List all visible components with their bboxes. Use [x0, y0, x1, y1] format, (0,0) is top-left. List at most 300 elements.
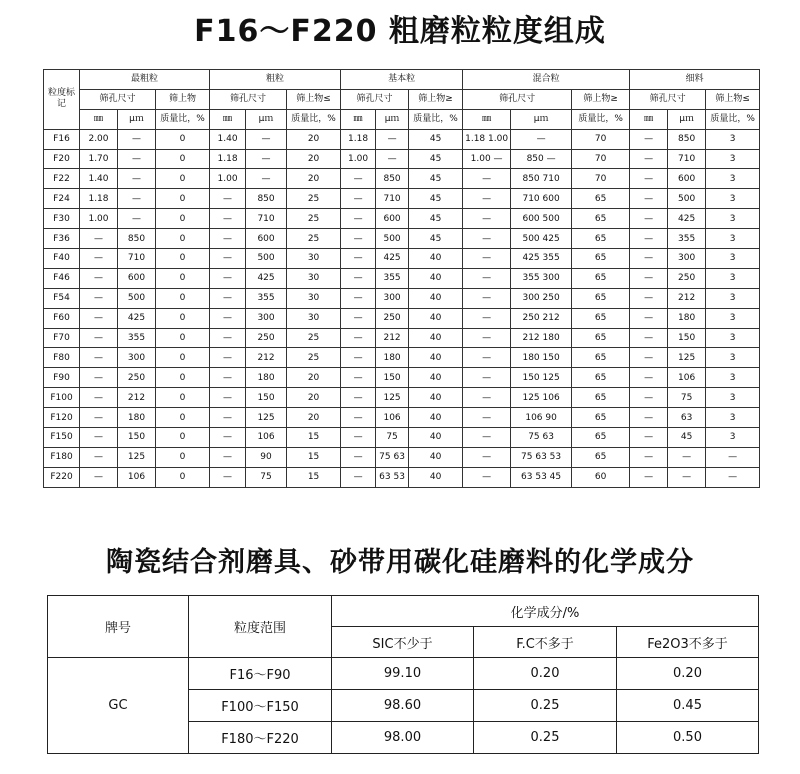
grain-mark-header: 粒度标记 [44, 70, 80, 130]
value-cell: 850 [118, 229, 156, 249]
value-cell: 600 [668, 169, 706, 189]
value-cell: 40 [409, 328, 463, 348]
sieve-size-header: 筛孔尺寸 [341, 89, 409, 109]
value-cell: — [630, 229, 668, 249]
value-cell: 3 [706, 408, 760, 428]
value-cell: 40 [409, 249, 463, 269]
value-cell: 0 [156, 268, 210, 288]
table-row [44, 348, 760, 368]
value-cell: — [341, 408, 376, 428]
value-cell: — [210, 308, 246, 328]
value-cell: — [630, 129, 668, 149]
chem-col-header: Fe2O3不多于 [617, 627, 759, 658]
value-cell: — [210, 328, 246, 348]
value-cell: 500 [376, 229, 409, 249]
value-cell: — [341, 348, 376, 368]
value-cell: 106 [668, 368, 706, 388]
group-header: 粗粒 [210, 70, 341, 90]
unit-header: μｍ [246, 109, 287, 129]
grain-mark-cell: F60 [44, 308, 80, 328]
value-cell: 3 [706, 388, 760, 408]
grain-mark-cell: F46 [44, 268, 80, 288]
value-cell: 1.18 [210, 149, 246, 169]
value-cell: — [376, 129, 409, 149]
table-row [44, 308, 760, 328]
value-cell: 75 [376, 428, 409, 448]
value-cell: 1.70 [80, 149, 118, 169]
value-cell: 65 [572, 388, 630, 408]
value-cell: — [80, 447, 118, 467]
value-cell: 0.45 [617, 690, 759, 722]
value-cell: 300 250 [511, 288, 572, 308]
value-cell: 355 [668, 229, 706, 249]
value-cell: 20 [287, 408, 341, 428]
grain-size-table [43, 69, 760, 488]
value-cell: 0 [156, 288, 210, 308]
value-cell: 425 [376, 249, 409, 269]
value-cell: — [463, 308, 511, 328]
value-cell: — [341, 249, 376, 269]
value-cell: — [210, 288, 246, 308]
value-cell: 65 [572, 348, 630, 368]
value-cell: 20 [287, 169, 341, 189]
value-cell: — [210, 467, 246, 487]
value-cell: 0.50 [617, 722, 759, 754]
value-cell: — [630, 368, 668, 388]
value-cell: 40 [409, 268, 463, 288]
value-cell: 300 [246, 308, 287, 328]
table-row [44, 288, 760, 308]
value-cell: — [668, 467, 706, 487]
value-cell: 212 [246, 348, 287, 368]
value-cell: 150 [376, 368, 409, 388]
value-cell: 75 63 [376, 447, 409, 467]
value-cell: — [246, 169, 287, 189]
value-cell: — [80, 268, 118, 288]
brand-header: 牌号 [48, 596, 189, 658]
value-cell: 212 [118, 388, 156, 408]
value-cell: 500 [668, 189, 706, 209]
section-title: 陶瓷结合剂磨具、砂带用碳化硅磨料的化学成分 [106, 547, 694, 578]
group-header: 基本粒 [341, 70, 463, 90]
grain-mark-cell: F20 [44, 149, 80, 169]
value-cell: 65 [572, 368, 630, 388]
value-cell: 180 [118, 408, 156, 428]
value-cell: 1.18 1.00 [463, 129, 511, 149]
value-cell: 3 [706, 308, 760, 328]
value-cell: — [210, 447, 246, 467]
value-cell: 1.40 [80, 169, 118, 189]
value-cell: — [668, 447, 706, 467]
value-cell: 1.00 [341, 149, 376, 169]
value-cell: 65 [572, 189, 630, 209]
value-cell: 0 [156, 428, 210, 448]
value-cell: 25 [287, 189, 341, 209]
value-cell: 425 [118, 308, 156, 328]
value-cell: — [210, 428, 246, 448]
value-cell: 40 [409, 447, 463, 467]
value-cell: 106 90 [511, 408, 572, 428]
value-cell: 20 [287, 129, 341, 149]
value-cell: 0 [156, 328, 210, 348]
value-cell: — [630, 447, 668, 467]
value-cell: 150 [118, 428, 156, 448]
value-cell: 500 [118, 288, 156, 308]
value-cell: — [246, 129, 287, 149]
unit-header: μｍ [118, 109, 156, 129]
value-cell: 15 [287, 467, 341, 487]
value-cell: 0 [156, 209, 210, 229]
value-cell: 65 [572, 288, 630, 308]
value-cell: 3 [706, 328, 760, 348]
value-cell: 40 [409, 428, 463, 448]
value-cell: 710 [668, 149, 706, 169]
value-cell: 0 [156, 388, 210, 408]
value-cell: — [463, 189, 511, 209]
value-cell: — [341, 428, 376, 448]
value-cell: — [376, 149, 409, 169]
value-cell: — [463, 447, 511, 467]
value-cell: 850 [246, 189, 287, 209]
oversize-header: 筛上物 [156, 89, 210, 109]
value-cell: 1.18 [341, 129, 376, 149]
table-row [44, 209, 760, 229]
value-cell: — [341, 308, 376, 328]
value-cell: 0.25 [474, 690, 617, 722]
value-cell: 3 [706, 149, 760, 169]
value-cell: — [341, 169, 376, 189]
unit-header: 质量比，% [156, 109, 210, 129]
value-cell: 99.10 [332, 658, 474, 690]
value-cell: — [630, 209, 668, 229]
value-cell: — [341, 189, 376, 209]
value-cell: 70 [572, 169, 630, 189]
value-cell: 70 [572, 149, 630, 169]
value-cell: — [210, 189, 246, 209]
value-cell: — [341, 288, 376, 308]
value-cell: 15 [287, 447, 341, 467]
value-cell: 40 [409, 467, 463, 487]
value-cell: 850 [668, 129, 706, 149]
sieve-size-header: 筛孔尺寸 [630, 89, 706, 109]
value-cell: 180 150 [511, 348, 572, 368]
value-cell: 25 [287, 328, 341, 348]
value-cell: — [80, 428, 118, 448]
value-cell: 250 212 [511, 308, 572, 328]
value-cell: — [210, 249, 246, 269]
value-cell: 600 500 [511, 209, 572, 229]
value-cell: — [80, 467, 118, 487]
value-cell: 40 [409, 408, 463, 428]
grain-mark-cell: F180 [44, 447, 80, 467]
value-cell: 45 [409, 209, 463, 229]
value-cell: — [210, 388, 246, 408]
group-header: 最粗粒 [80, 70, 210, 90]
value-cell: — [630, 308, 668, 328]
value-cell: 710 [246, 209, 287, 229]
value-cell: 20 [287, 368, 341, 388]
value-cell: 1.00 [80, 209, 118, 229]
value-cell: — [463, 288, 511, 308]
value-cell: — [341, 388, 376, 408]
oversize-header: 筛上物≥ [409, 89, 463, 109]
value-cell: — [118, 169, 156, 189]
value-cell: 25 [287, 229, 341, 249]
value-cell: 3 [706, 129, 760, 149]
value-cell: 30 [287, 249, 341, 269]
value-cell: 40 [409, 348, 463, 368]
value-cell: 98.60 [332, 690, 474, 722]
value-cell: 20 [287, 149, 341, 169]
value-cell: 65 [572, 209, 630, 229]
value-cell: 63 53 [376, 467, 409, 487]
value-cell: 1.18 [80, 189, 118, 209]
value-cell: — [80, 308, 118, 328]
value-cell: — [463, 328, 511, 348]
value-cell: — [630, 408, 668, 428]
value-cell: — [463, 169, 511, 189]
value-cell: 1.40 [210, 129, 246, 149]
value-cell: 45 [668, 428, 706, 448]
value-cell: 250 [246, 328, 287, 348]
table-row [44, 447, 760, 467]
value-cell: — [511, 129, 572, 149]
value-cell: 75 63 [511, 428, 572, 448]
value-cell: 180 [668, 308, 706, 328]
value-cell: — [80, 408, 118, 428]
value-cell: — [341, 328, 376, 348]
value-cell: 106 [376, 408, 409, 428]
value-cell: 40 [409, 288, 463, 308]
value-cell: 60 [572, 467, 630, 487]
value-cell: 65 [572, 229, 630, 249]
value-cell: 850 [376, 169, 409, 189]
value-cell: 98.00 [332, 722, 474, 754]
value-cell: 25 [287, 209, 341, 229]
value-cell: — [630, 189, 668, 209]
value-cell: 0.20 [617, 658, 759, 690]
value-cell: — [210, 368, 246, 388]
value-cell: 355 [118, 328, 156, 348]
value-cell: — [341, 467, 376, 487]
value-cell: — [210, 408, 246, 428]
value-cell: 45 [409, 149, 463, 169]
value-cell: 0 [156, 308, 210, 328]
value-cell: 0 [156, 368, 210, 388]
table-row [44, 428, 760, 448]
value-cell: 0 [156, 189, 210, 209]
grain-mark-cell: F22 [44, 169, 80, 189]
value-cell: — [80, 229, 118, 249]
value-cell: 300 [668, 249, 706, 269]
value-cell: 63 [668, 408, 706, 428]
value-cell: 65 [572, 408, 630, 428]
value-cell: — [80, 388, 118, 408]
value-cell: — [341, 447, 376, 467]
oversize-header: 筛上物≤ [287, 89, 341, 109]
value-cell: 65 [572, 308, 630, 328]
value-cell: 425 [246, 268, 287, 288]
value-cell: 63 53 45 [511, 467, 572, 487]
value-cell: — [341, 368, 376, 388]
value-cell: 3 [706, 209, 760, 229]
oversize-header: 筛上物≤ [706, 89, 760, 109]
value-cell: 710 [118, 249, 156, 269]
unit-header: ㎜ [463, 109, 511, 129]
value-cell: 1.00 [210, 169, 246, 189]
value-cell: 250 [118, 368, 156, 388]
value-cell: 500 425 [511, 229, 572, 249]
grain-mark-cell: F54 [44, 288, 80, 308]
value-cell: 75 [668, 388, 706, 408]
value-cell: 70 [572, 129, 630, 149]
grain-mark-cell: F80 [44, 348, 80, 368]
unit-header: ㎜ [80, 109, 118, 129]
value-cell: — [80, 288, 118, 308]
value-cell: 40 [409, 368, 463, 388]
value-cell: 125 [118, 447, 156, 467]
table-row [44, 169, 760, 189]
value-cell: — [341, 268, 376, 288]
value-cell: — [463, 408, 511, 428]
value-cell: — [118, 149, 156, 169]
range-cell: F16～F90 [189, 658, 332, 690]
unit-header: 质量比，% [572, 109, 630, 129]
value-cell: 0.25 [474, 722, 617, 754]
value-cell: 75 63 53 [511, 447, 572, 467]
unit-header: μｍ [376, 109, 409, 129]
value-cell: 75 [246, 467, 287, 487]
value-cell: 65 [572, 328, 630, 348]
value-cell: — [630, 149, 668, 169]
value-cell: 3 [706, 368, 760, 388]
chem-col-header: SIC不少于 [332, 627, 474, 658]
sieve-size-header: 筛孔尺寸 [80, 89, 156, 109]
grain-mark-cell: F220 [44, 467, 80, 487]
value-cell: — [630, 169, 668, 189]
value-cell: — [463, 368, 511, 388]
value-cell: 0 [156, 467, 210, 487]
value-cell: 250 [668, 268, 706, 288]
value-cell: 150 [668, 328, 706, 348]
oversize-header: 筛上物≥ [572, 89, 630, 109]
value-cell: — [463, 209, 511, 229]
sieve-size-header: 筛孔尺寸 [463, 89, 572, 109]
table-row [44, 388, 760, 408]
value-cell: — [706, 467, 760, 487]
value-cell: 40 [409, 308, 463, 328]
unit-header: ㎜ [630, 109, 668, 129]
value-cell: — [80, 249, 118, 269]
value-cell: 250 [376, 308, 409, 328]
value-cell: — [630, 249, 668, 269]
value-cell: 125 [376, 388, 409, 408]
value-cell: — [630, 388, 668, 408]
value-cell: 0 [156, 229, 210, 249]
range-cell: F180～F220 [189, 722, 332, 754]
value-cell: 850 710 [511, 169, 572, 189]
value-cell: 3 [706, 428, 760, 448]
value-cell: 600 [118, 268, 156, 288]
value-cell: 710 600 [511, 189, 572, 209]
value-cell: — [630, 268, 668, 288]
unit-header: ㎜ [341, 109, 376, 129]
value-cell: 45 [409, 129, 463, 149]
group-header: 混合粒 [463, 70, 630, 90]
value-cell: 3 [706, 229, 760, 249]
value-cell: 45 [409, 189, 463, 209]
value-cell: — [630, 428, 668, 448]
value-cell: — [341, 209, 376, 229]
value-cell: 3 [706, 348, 760, 368]
value-cell: 0.20 [474, 658, 617, 690]
table-row [44, 467, 760, 487]
value-cell: 0 [156, 169, 210, 189]
value-cell: 425 [668, 209, 706, 229]
value-cell: 0 [156, 447, 210, 467]
value-cell: — [210, 268, 246, 288]
value-cell: 710 [376, 189, 409, 209]
value-cell: 45 [409, 169, 463, 189]
value-cell: 2.00 [80, 129, 118, 149]
chem-header: 化学成分/% [332, 596, 759, 627]
value-cell: 25 [287, 348, 341, 368]
value-cell: — [463, 249, 511, 269]
unit-header: 质量比，% [409, 109, 463, 129]
value-cell: — [246, 149, 287, 169]
grain-mark-cell: F100 [44, 388, 80, 408]
value-cell: — [341, 229, 376, 249]
value-cell: — [210, 209, 246, 229]
value-cell: — [463, 467, 511, 487]
grain-mark-cell: F40 [44, 249, 80, 269]
value-cell: — [630, 467, 668, 487]
range-header: 粒度范围 [189, 596, 332, 658]
unit-header: μｍ [511, 109, 572, 129]
value-cell: — [80, 348, 118, 368]
value-cell: 300 [118, 348, 156, 368]
value-cell: — [630, 288, 668, 308]
page-title: F16～F220 粗磨粒粒度组成 [194, 14, 606, 49]
value-cell: 0 [156, 348, 210, 368]
value-cell: — [463, 229, 511, 249]
value-cell: 180 [246, 368, 287, 388]
value-cell: 355 [376, 268, 409, 288]
table-row [44, 268, 760, 288]
value-cell: 65 [572, 447, 630, 467]
table-row [44, 189, 760, 209]
value-cell: — [630, 348, 668, 368]
unit-header: μｍ [668, 109, 706, 129]
value-cell: 3 [706, 169, 760, 189]
value-cell: 150 [246, 388, 287, 408]
value-cell: — [118, 129, 156, 149]
value-cell: 30 [287, 268, 341, 288]
value-cell: 65 [572, 428, 630, 448]
grain-mark-cell: F16 [44, 129, 80, 149]
value-cell: 1.00 — [463, 149, 511, 169]
sieve-size-header: 筛孔尺寸 [210, 89, 287, 109]
value-cell: 65 [572, 268, 630, 288]
value-cell: 212 180 [511, 328, 572, 348]
value-cell: 30 [287, 308, 341, 328]
value-cell: 125 [246, 408, 287, 428]
value-cell: 125 106 [511, 388, 572, 408]
table-row [44, 229, 760, 249]
value-cell: 30 [287, 288, 341, 308]
value-cell: — [80, 328, 118, 348]
value-cell: — [706, 447, 760, 467]
